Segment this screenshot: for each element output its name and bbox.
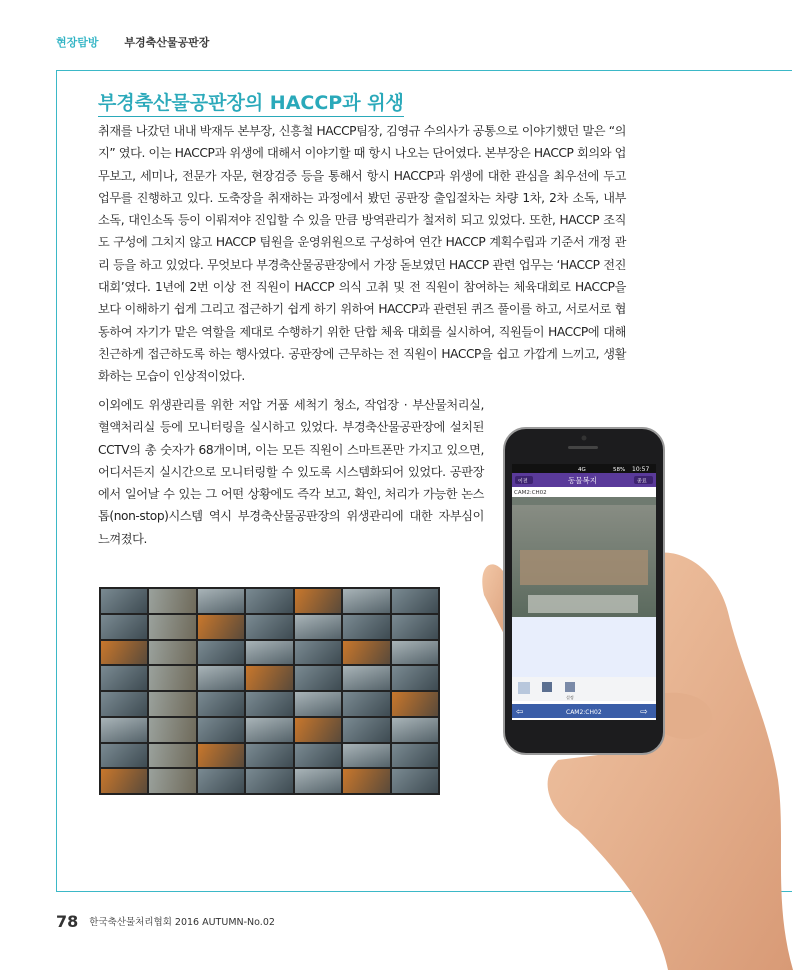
status-battery: 58% <box>613 467 626 473</box>
body-paragraph-2: 이외에도 위생관리를 위한 저압 거품 세척기 청소, 작업장 · 부산물처리실, 혈액처리실 등에 모니터링을 실시하고 있었다. 부경축산물공판장에 설치된 CCTV의 총 숫자가 68개이며, 이는 모든 직원이 스마트폰만 가지고 있으면, 어디서든지 실시간으로 모니터링할 수 있도록 시스템화되어 있었다. 공판장에서 일어날 수 있는 그 어떤 상황에도 즉각 보고, 확인, 처리가 가능한 논스톱(non-stop)시스템 역시 부경축산물공판장의 위생관리에 대한 자부심이 느껴졌다. <box>98 398 484 546</box>
end-button-label: 종료 <box>637 478 647 485</box>
cctv-monitoring-photo <box>99 587 440 795</box>
body-paragraph-1: 취재를 나갔던 내내 박재두 본부장, 신흥철 HACCP팀장, 김영규 수의사가 공통으로 이야기했던 말은 “의지” 였다. 이는 HACCP과 위생에 대해서 이야기할 때 항시 나오는 단어였다. 본부장은 HACCP 회의와 업무보고, 세미나, 전문가 자문, 현장검증 등을 통해서 항시 HACCP과 위생에 대한 관심을 최우선에 두고 업무를 진행하고 있다. 도축장을 취재하는 과정에서 봤던 공판장 출입절차는 차량 1차, 2차 소독, 내부 소독, 대인소독 등이 이뤄져야 진입할 수 있을 만큼 방역관리가 철저히 되고 있었다. 또한, HACCP 조직도 구성에 그치지 않고 HACCP 팀원을 운영위원으로 구성하여 연간 HACCP 계획수립과 기준서 개정 관리 등을 하고 있었다. 무엇보다 부경축산물공판장에서 가장 돋보였던 HACCP 관련 업무는 ‘HACCP 전진대회’였다. 1년에 2번 이상 전 직원이 HACCP 의식 고취 및 전 직원이 참여하는 체육대회로 HACCP을 보다 이해하기 쉽게 그리고 접근하기 쉽게 하기 위하여 HACCP과 관련된 퀴즈 풀이를 하고, 서로서로 협동하여 자기가 맡은 역할을 제대로 수행하기 위한 단합 체육 대회를 실시하여, 직원들이 HACCP에 대해 친근하게 접근하도록 하는 행사였다. 공판장에 근무하는 전 직원이 HACCP을 쉽고 가깝게 느끼고, 생활화하는 모습이 인상적이었다. <box>98 124 626 384</box>
next-camera-icon[interactable]: ⇨ <box>640 707 648 718</box>
page-footer <box>56 912 275 931</box>
settings-label: 설정 <box>566 695 574 700</box>
topic-label: 부경축산물공판장 <box>124 36 210 49</box>
running-header <box>56 34 209 50</box>
article-title: 부경축산물공판장의 HACCP과 위생 <box>98 88 404 117</box>
monitor-icon[interactable] <box>518 682 530 694</box>
app-title: 동물복지 <box>568 476 597 485</box>
smartphone-photo <box>468 420 793 970</box>
section-label: 현장탐방 <box>56 36 99 49</box>
settings-icon[interactable] <box>565 682 575 692</box>
camera-label: CAM2:CH02 <box>514 490 547 496</box>
status-signal: 4G <box>578 467 586 473</box>
status-time: 10:57 <box>632 466 650 473</box>
back-button-label: 이전 <box>518 478 528 485</box>
grid-icon[interactable] <box>542 682 552 692</box>
publication-name: 한국축산물처리협회 2016 AUTUMN-No.02 <box>89 917 275 928</box>
page-number: 78 <box>56 912 79 931</box>
nav-camera-label: CAM2:CH02 <box>566 709 602 716</box>
prev-camera-icon[interactable]: ⇦ <box>516 707 524 718</box>
